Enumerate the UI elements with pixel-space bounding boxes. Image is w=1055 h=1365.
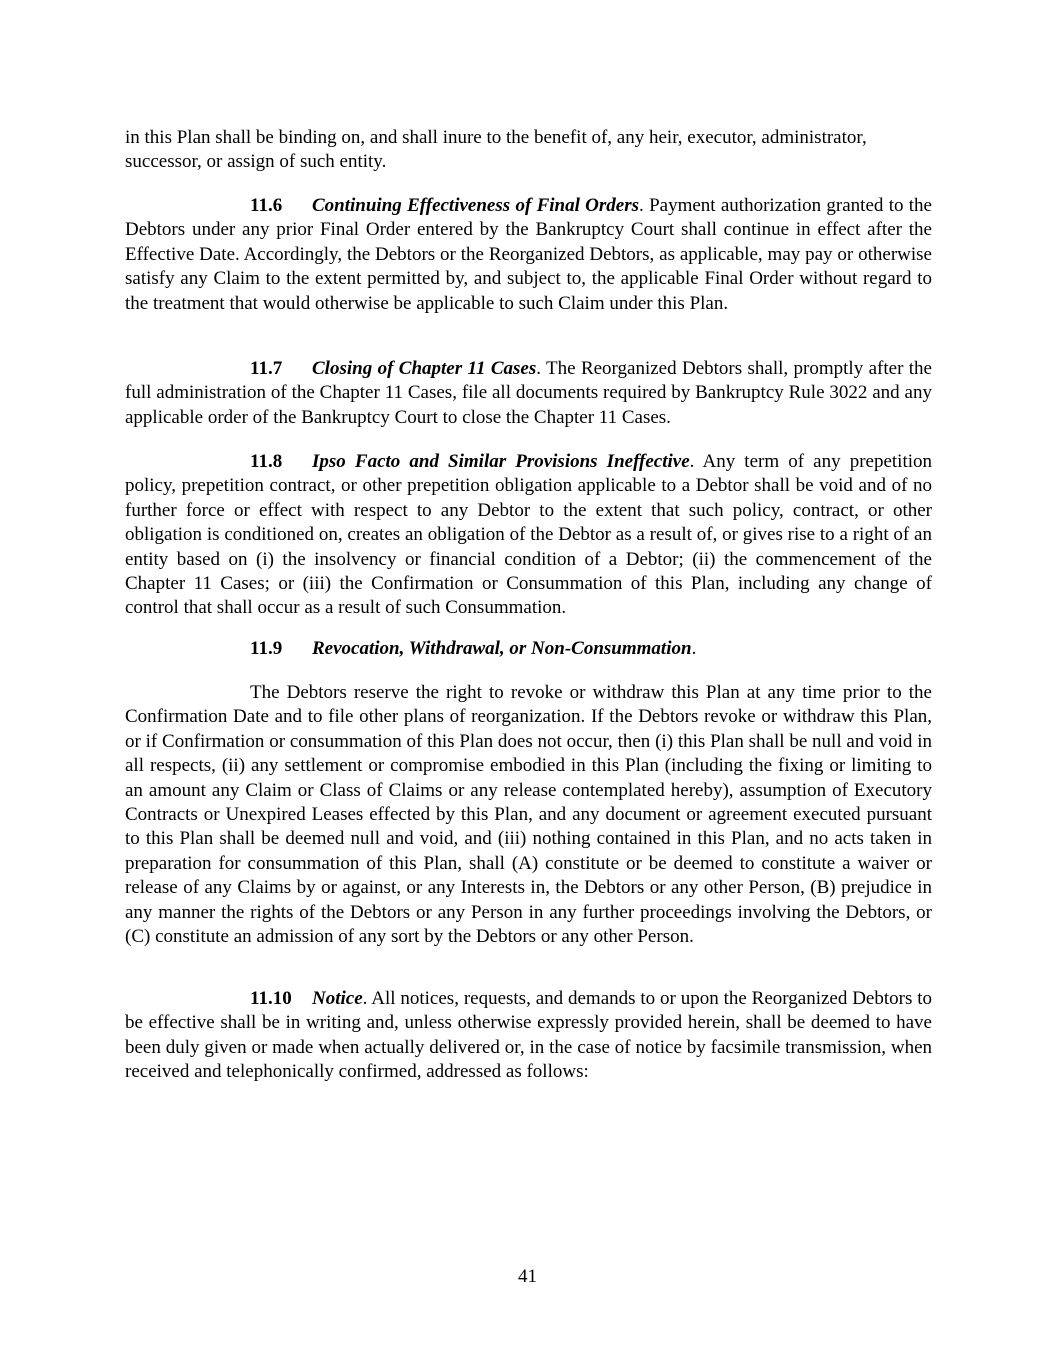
section-body: All notices, requests, and demands to or upon the Reorganized Debtors to be effective shall be in writing and, unless otherwise expressly provided herein, shall be deemed to have been duly given or made when actually delivered or, in the case of notice by facsimile transmission, when received and telephonically confirmed, addressed as follows: bbox=[125, 988, 933, 1083]
title-period: . bbox=[691, 638, 697, 659]
section-number: 11.8 bbox=[250, 451, 283, 472]
section-number: 11.6 bbox=[250, 195, 283, 216]
section-title: Notice bbox=[312, 988, 363, 1009]
section-11-7 bbox=[125, 357, 932, 430]
title-period: . bbox=[689, 451, 695, 472]
section-title: Continuing Effectiveness of Final Orders bbox=[312, 195, 640, 216]
title-period: . bbox=[362, 988, 368, 1009]
section-title: Closing of Chapter 11 Cases bbox=[312, 358, 537, 379]
section-number: 11.7 bbox=[250, 358, 283, 379]
section-body: Any term of any prepetition policy, prepetition contract, or other prepetition obligation applicable to a Debtor shall be void and of no further force or effect with respect to any Debtor to the extent that such policy, contract, or other obligation is conditioned on, creates an obligation of the Debtor as a result of, or gives rise to a right of an entity based on (i) the insolvency or financial condition of a Debtor; (ii) the commencement of the Chapter 11 Cases; or (iii) the Confirmation or Consummation of this Plan, including any change of control that shall occur as a result of such Consummation. bbox=[125, 451, 932, 619]
section-body: The Reorganized Debtors shall, promptly after the full administration of the Chapter 11 Cases, file all documents required by Bankruptcy Rule 3022 and any applicable order of the Bankruptcy Court to close the Chapter 11 Cases. bbox=[125, 358, 932, 428]
section-11-10 bbox=[125, 987, 932, 1085]
section-title: Ipso Facto and Similar Provisions Ineffective bbox=[312, 451, 690, 472]
section-11-6 bbox=[125, 194, 932, 316]
section-11-8 bbox=[125, 450, 932, 621]
title-period: . bbox=[639, 195, 644, 216]
intro-paragraph-text: in this Plan shall be binding on, and shall inure to the benefit of, any heir, executor, administrator, successor, or assign of such entity. bbox=[125, 127, 867, 173]
section-11-9-body bbox=[125, 681, 932, 949]
intro-paragraph bbox=[125, 126, 932, 175]
section-body: The Debtors reserve the right to revoke or withdraw this Plan at any time prior to the Confirmation Date and to file other plans of reorganization. If the Debtors revoke or withdraw this Plan, or if Confirmation or consummation of this Plan does not occur, then (i) this Plan shall be null and void in all respects, (ii) any settlement or compromise embodied in this Plan (including the fixing or limiting to an amount any Claim or Class of Claims or any release contemplated hereby), assumption of Executory Contracts or Unexpired Leases effected by this Plan, and any document or agreement executed pursuant to this Plan shall be deemed null and void, and (iii) nothing contained in this Plan, and no acts taken in preparation for consummation of this Plan, shall (A) constitute or be deemed to constitute a waiver or release of any Claims by or against, or any Interests in, the Debtors or any other Person, (B) prejudice in any manner the rights of the Debtors or any Person in any further proceedings involving the Debtors, or (C) constitute an admission of any sort by the Debtors or any other Person. bbox=[125, 682, 932, 948]
title-period: . bbox=[536, 358, 541, 379]
page-number: 41 bbox=[518, 1266, 537, 1287]
section-title: Revocation, Withdrawal, or Non-Consummation bbox=[312, 638, 692, 659]
section-body: Payment authorization granted to the Debtors under any prior Final Order entered by the Bankruptcy Court shall continue in effect after the Effective Date. Accordingly, the Debtors or the Reorganized Debtors, as applicable, may pay or otherwise satisfy any Claim to the extent permitted by, and subject to, the applicable Final Order without regard to the treatment that would otherwise be applicable to such Claim under this Plan. bbox=[125, 195, 932, 314]
section-number: 11.9 bbox=[250, 638, 283, 659]
section-number: 11.10 bbox=[250, 988, 292, 1009]
section-11-9-heading bbox=[125, 637, 932, 661]
